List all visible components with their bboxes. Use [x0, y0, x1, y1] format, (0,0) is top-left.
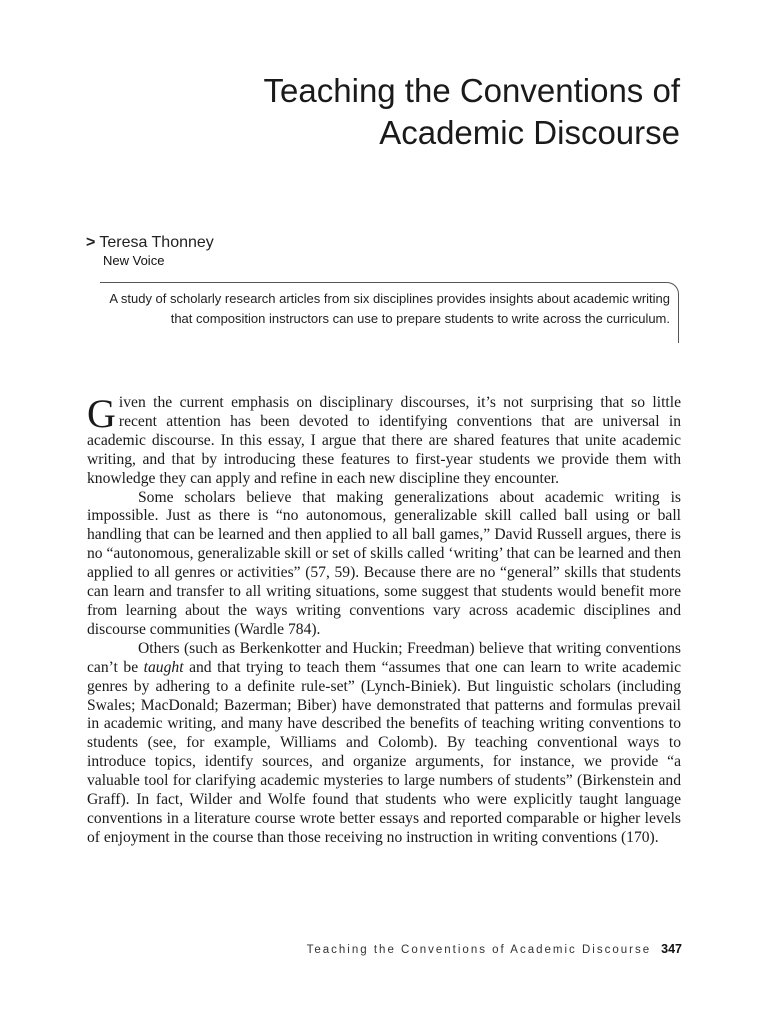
- paragraph-3-text-a: Others (such as Berkenkotter and Huckin; Freedman) believe that writing conventions can’t be: [87, 639, 681, 676]
- page-number: 347: [661, 942, 682, 956]
- byline: [86, 234, 214, 268]
- article-title: [80, 70, 680, 154]
- paragraph-3: [87, 640, 681, 848]
- paragraph-3-emphasis: taught: [143, 658, 184, 676]
- paragraph-1: [87, 391, 681, 489]
- author-marker: >: [86, 234, 96, 251]
- author-line: [86, 234, 214, 252]
- article-body: [87, 391, 681, 848]
- title-line-1: Teaching the Conventions of: [263, 72, 680, 109]
- series-label: New Voice: [103, 253, 165, 268]
- drop-cap: G: [87, 391, 116, 436]
- running-title: Teaching the Conventions of Academic Discourse: [306, 944, 652, 956]
- paragraph-1-text: iven the current emphasis on disciplinary discourses, it’s not surprising that so little recent attention has been devoted to identifying conventions that are universal in academic discourse. In this essay, I argue that there are shared features that unite academic writing, and that by introducing these features to first-year students we provide them with knowledge they can apply and refine in each new discipline they encounter.: [87, 394, 681, 487]
- author-name: Teresa Thonney: [99, 234, 214, 251]
- paragraph-3-text-b: and that trying to teach them “assumes that one can learn to write academic genres by adhering to a definite rule-set” (Lynch-Biniek). But linguistic scholars (including Swales; MacDonald; Bazerman; Biber) have demonstrated that patterns and formulas prevail in academic writing, and many have described the benefits of teaching writing conventions to students (see, for example, Williams and Colomb). By teaching conventional ways to introduce topics, identify sources, and organize arguments, for instance, we provide “a valuable tool for clarifying academic mysteries to large numbers of students” (Birkenstein and Graff). In fact, Wilder and Wolfe found that students who were explicitly taught language conventions in a literature course wrote better essays and reported comparable or higher levels of enjoyment in the course than those receiving no instruction in writing conventions (170).: [87, 658, 681, 846]
- abstract-box: [100, 282, 680, 344]
- title-line-2: Academic Discourse: [379, 114, 680, 151]
- abstract: A study of scholarly research articles from six disciplines provides insights about academic writing that composition instructors can use to prepare students to write across the curriculum.: [109, 291, 670, 326]
- page-footer: [307, 942, 682, 956]
- paragraph-2: Some scholars believe that making generalizations about academic writing is impossible. Just as there is “no autonomous, generalizable skill called ball using or ball handling that can be learned and then applied to all ball games,” David Russell argues, there is no “autonomous, generalizable skill or set of skills called ‘writing’ that can be learned and then applied to all genres or activities” (57, 59). Because there are no “general” skills that students can learn and transfer to all writing situations, some suggest that students would benefit more from learning about the ways writing conventions vary across academic disciplines and discourse communities (Wardle 784).: [87, 488, 681, 638]
